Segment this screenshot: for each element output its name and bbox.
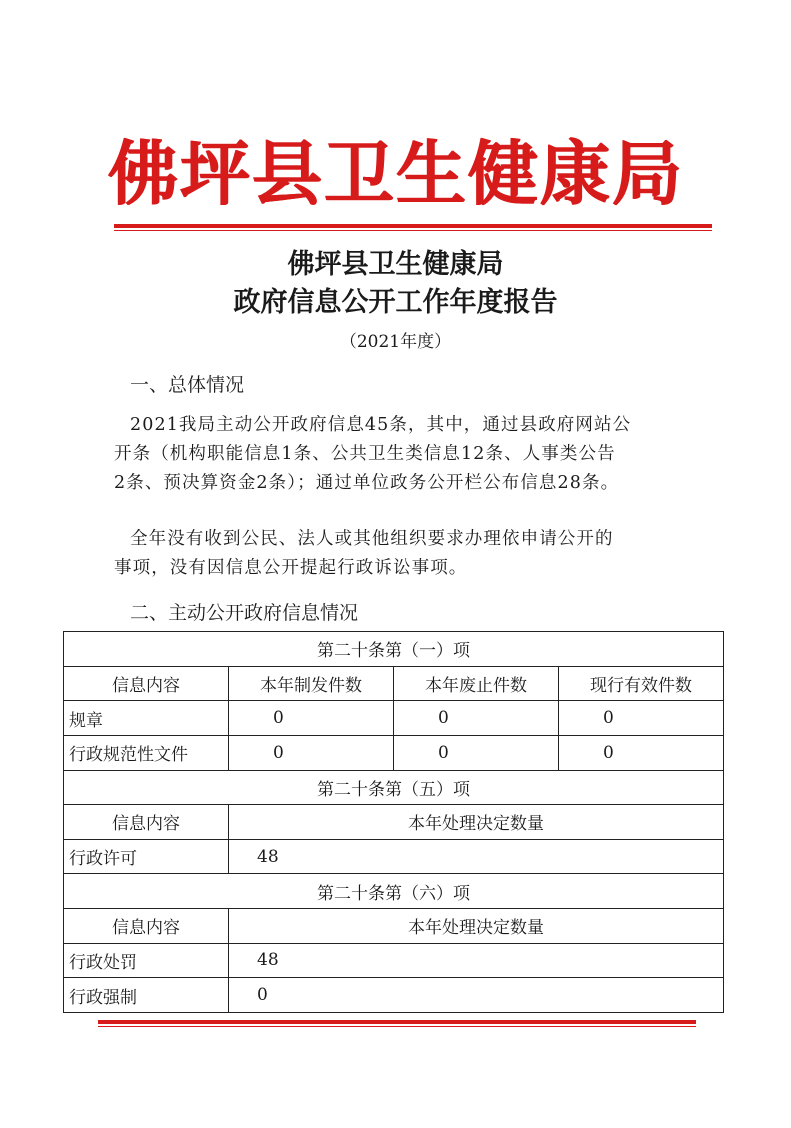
table-row — [64, 874, 724, 909]
table-header-cell: 本年处理决定数量 — [229, 909, 724, 944]
table-row — [64, 978, 724, 1013]
table-cell: 0 — [559, 701, 724, 736]
paragraph-line: 开条（机构职能信息1条、公共卫生类信息12条、人事类公告 — [114, 444, 616, 464]
table-part-title: 第二十条第（六）项 — [64, 874, 724, 909]
table-part-title: 第二十条第（一）项 — [64, 632, 724, 667]
footer-red-rule — [98, 1020, 696, 1024]
table-row — [64, 735, 724, 770]
table-row — [64, 839, 724, 874]
table-cell: 0 — [229, 735, 394, 770]
report-title-line1: 佛坪县卫生健康局 — [287, 249, 504, 280]
overview-paragraph-2 — [114, 525, 714, 583]
table-header-cell: 本年处理决定数量 — [229, 805, 724, 840]
section-heading-overview: 一、总体情况 — [130, 374, 245, 396]
report-title-line2: 政府信息公开工作年度报告 — [233, 287, 558, 318]
paragraph-line: 2条、预决算资金2条）；通过单位政务公开栏公布信息28条。 — [114, 473, 620, 493]
paragraph-line: 2021我局主动公开政府信息45条，其中，通过县政府网站公 — [130, 415, 632, 435]
disclosure-table — [63, 631, 724, 1013]
table-cell: 0 — [229, 978, 724, 1013]
table-cell: 0 — [394, 701, 559, 736]
table-header-cell: 本年废止件数 — [394, 666, 559, 701]
table-cell: 行政强制 — [64, 978, 229, 1013]
table-header-cell: 信息内容 — [64, 909, 229, 944]
overview-paragraph-1 — [114, 411, 714, 498]
table-cell: 规章 — [64, 701, 229, 736]
table-header-cell: 现行有效件数 — [559, 666, 724, 701]
paragraph-line: 事项，没有因信息公开提起行政诉讼事项。 — [114, 558, 468, 578]
report-year: （2021年度） — [339, 332, 452, 352]
table-header-cell: 本年制发件数 — [229, 666, 394, 701]
paragraph-line: 全年没有收到公民、法人或其他组织要求办理依申请公开的 — [130, 529, 614, 549]
red-masthead: 佛坪县卫生健康局 — [107, 132, 684, 215]
table-row — [64, 632, 724, 667]
table-row — [64, 805, 724, 840]
table-cell: 48 — [229, 839, 724, 874]
masthead-red-rule-thin — [114, 230, 712, 231]
table-row — [64, 943, 724, 978]
table-cell: 行政规范性文件 — [64, 735, 229, 770]
table-row — [64, 770, 724, 805]
table-cell: 0 — [229, 701, 394, 736]
table-row — [64, 666, 724, 701]
table-row — [64, 701, 724, 736]
section-heading-proactive-disclosure: 二、主动公开政府信息情况 — [130, 602, 359, 624]
table-header-cell: 信息内容 — [64, 805, 229, 840]
table-cell: 0 — [559, 735, 724, 770]
table-row — [64, 909, 724, 944]
table-cell: 行政处罚 — [64, 943, 229, 978]
table-cell: 0 — [394, 735, 559, 770]
table-cell: 行政许可 — [64, 839, 229, 874]
footer-red-rule-thin — [98, 1026, 696, 1027]
table-header-cell: 信息内容 — [64, 666, 229, 701]
masthead-red-rule — [114, 224, 712, 228]
table-cell: 48 — [229, 943, 724, 978]
table-part-title: 第二十条第（五）项 — [64, 770, 724, 805]
